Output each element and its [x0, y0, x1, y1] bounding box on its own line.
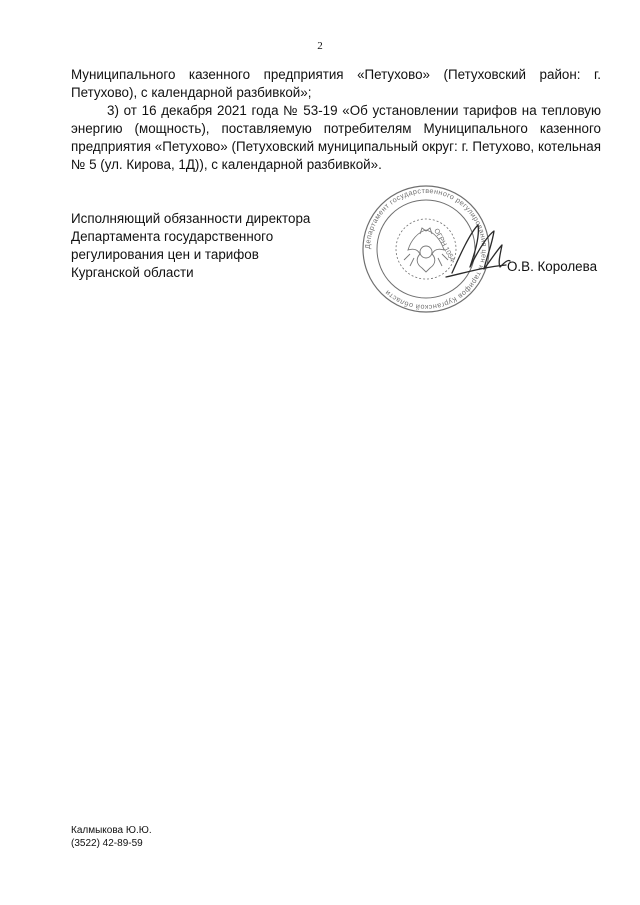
seal-outer-text: Департамент государственного регулирования цен и тарифов Курганской области	[362, 185, 490, 313]
handwritten-signature	[440, 215, 520, 285]
signer-title-line: Департамента государственного	[71, 229, 274, 244]
signer-title	[71, 210, 341, 282]
seal-ogrn-text: ОГРН 1054	[432, 227, 456, 264]
signer-title-line: Курганской области	[71, 265, 194, 280]
signer-title-line: Исполняющий обязанности директора	[71, 211, 311, 226]
executor-contact	[71, 824, 152, 850]
executor-name: Калмыкова Ю.Ю.	[71, 825, 152, 836]
executor-phone: (3522) 42-89-59	[71, 838, 143, 849]
document-body	[71, 66, 601, 174]
signer-name: О.В. Королева	[507, 259, 598, 274]
paragraph-continuation: Муниципального казенного предприятия «Петухово» (Петуховский район: г. Петухово), с календарной разбивкой»;	[71, 67, 601, 100]
signer-title-line: регулирования цен и тарифов	[71, 247, 259, 262]
paragraph-item-3: 3) от 16 декабря 2021 года № 53-19 «Об установлении тарифов на тепловую энергию (мощность), поставляемую потребителям Муниципального казенного предприятия «Петухово» (Петуховский муниципальный округ: г. Петухово, котельная № 5 (ул. Кирова, 1Д)), с календарной разбивкой».	[71, 103, 601, 172]
page-number: 2	[317, 40, 323, 52]
